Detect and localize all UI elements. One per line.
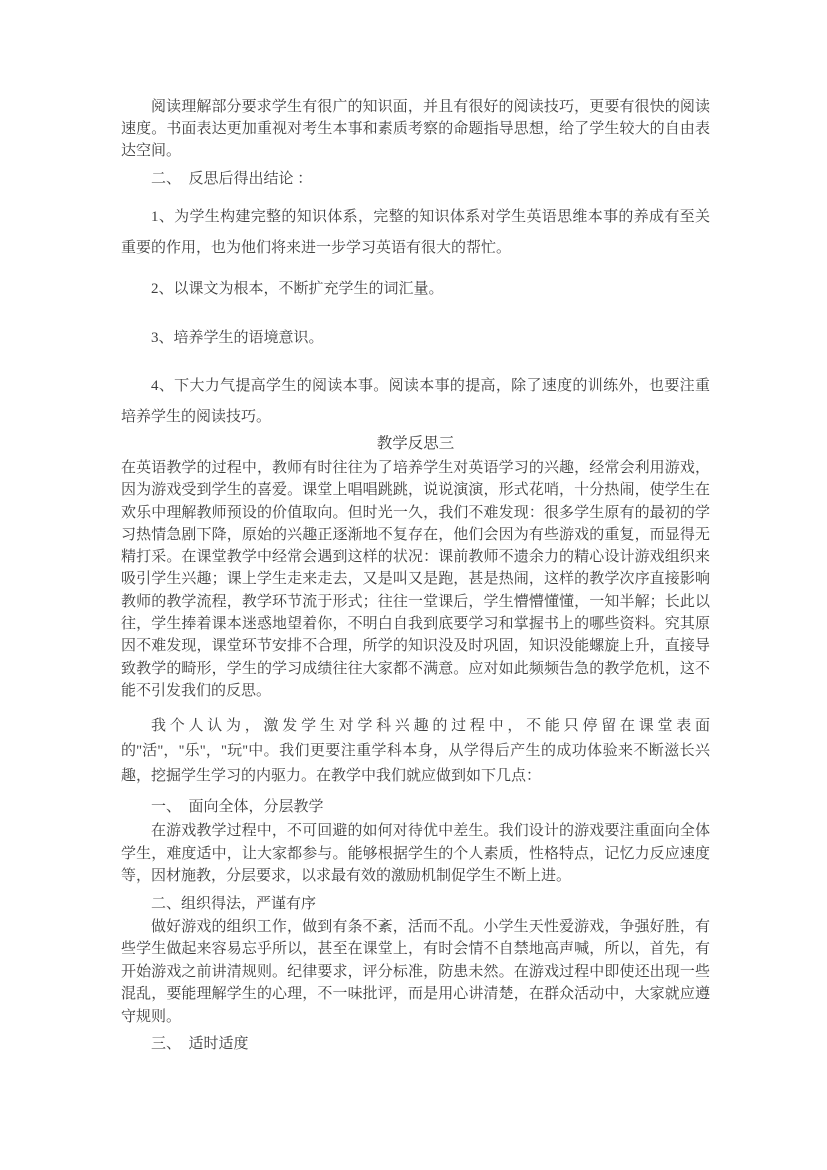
point-one-heading: 一、 面向全体，分层教学 — [151, 799, 324, 816]
conclusion-item-3: 3、培养学生的语境意识。 — [151, 330, 324, 346]
page-title: 教学反思三 — [376, 435, 455, 452]
intro-paragraph: 阅读理解部分要求学生有很广的知识面，并且有很好的阅读技巧，更要有很快的阅读速度。书面表达更加重视对考生本事和素质考察的命题指导思想，给了学生较大的自由表达空间。 — [121, 99, 710, 159]
section-two-heading: 二、 反思后得出结论 ： — [151, 171, 313, 187]
reflection-paragraph: 在英语教学的过程中，教师有时往往为了培养学生对英语学习的兴趣，经常会利用游戏，因为游戏受到学生的喜爱。课堂上唱唱跳跳，说说演演，形式花哨，十分热闹，使学生在欢乐中理解教师预设的价值取向。但时光一久，我们不难发现：很多学生原有的最初的学习热情急剧下降，原始的兴趣正逐渐地不复存在，他们会因为有些游戏的重复，而显得无精打采。在课堂教学中经常会遇到这样的状况：课前教师不遗余力的精心设计游戏组织来吸引学生兴趣；课上学生走来走去，又是叫又是跑，甚是热闹，这样的教学次序直接影响教师的教学流程，教学环节流于形式；往往一堂课后，学生懵懵懂懂，一知半解；长此以往，学生捧着课本迷惑地望着你，不明白自我到底要学习和掌握书上的哪些资料。究其原因不难发现，课堂环节安排不合理，所学的知识没及时巩固，知识没能螺旋上升，直接导致教学的畸形，学生的学习成绩往往大家都不满意。应对如此频频告急的教学危机，这不能不引发我们的反思。 — [121, 460, 710, 699]
point-three-heading: 三、 适时适度 — [151, 1036, 249, 1053]
point-two-heading: 二、组织得法，严谨有序 — [151, 895, 317, 912]
conclusion-item-4: 4、下大力气提高学生的阅读本事。阅读本事的提高，除了速度的训练外，也要注重培养学生的阅读技巧。 — [121, 378, 710, 425]
point-one-paragraph: 在游戏教学过程中，不可回避的如何对待优中差生。我们设计的游戏要注重面向全体学生，难度适中，让大家都参与。能够根据学生的个人素质，性格特点，记忆力反应速度等，因材施教，分层要求，以求最有效的激励机制促学生不断上进。 — [121, 823, 710, 885]
point-two-paragraph: 做好游戏的组织工作，做到有条不紊，活而不乱。小学生天性爱游戏，争强好胜，有些学生做起来容易忘乎所以，甚至在课堂上，有时会情不自禁地高声喊，所以，首先，有开始游戏之前讲清规则。纪律要求，评分标准，防患未然。在游戏过程中即使还出现一些混乱，要能理解学生的心理，不一味批评，而是用心讲清楚，在群众活动中，大家就应遵守规则。 — [121, 918, 710, 1025]
conclusion-item-1: 1、为学生构建完整的知识体系，完整的知识体系对学生英语思维本事的养成有至关重要的作用，也为他们将来进一步学习英语有很大的帮忙。 — [121, 209, 710, 256]
opinion-paragraph: 我个人认为，激发学生对学科兴趣的过程中，不能只停留在课堂表面的''活''，''乐''，''玩''中。我们更要注重学科本身，从学得后产生的成功体验来不断滋长兴趣，挖掘学生学习的内驱力。在教学中我们就应做到如下几点： — [121, 718, 710, 785]
document-text-column — [121, 0, 710, 1056]
conclusion-item-2: 2、以课文为根本，不断扩充学生的词汇量。 — [151, 281, 444, 297]
